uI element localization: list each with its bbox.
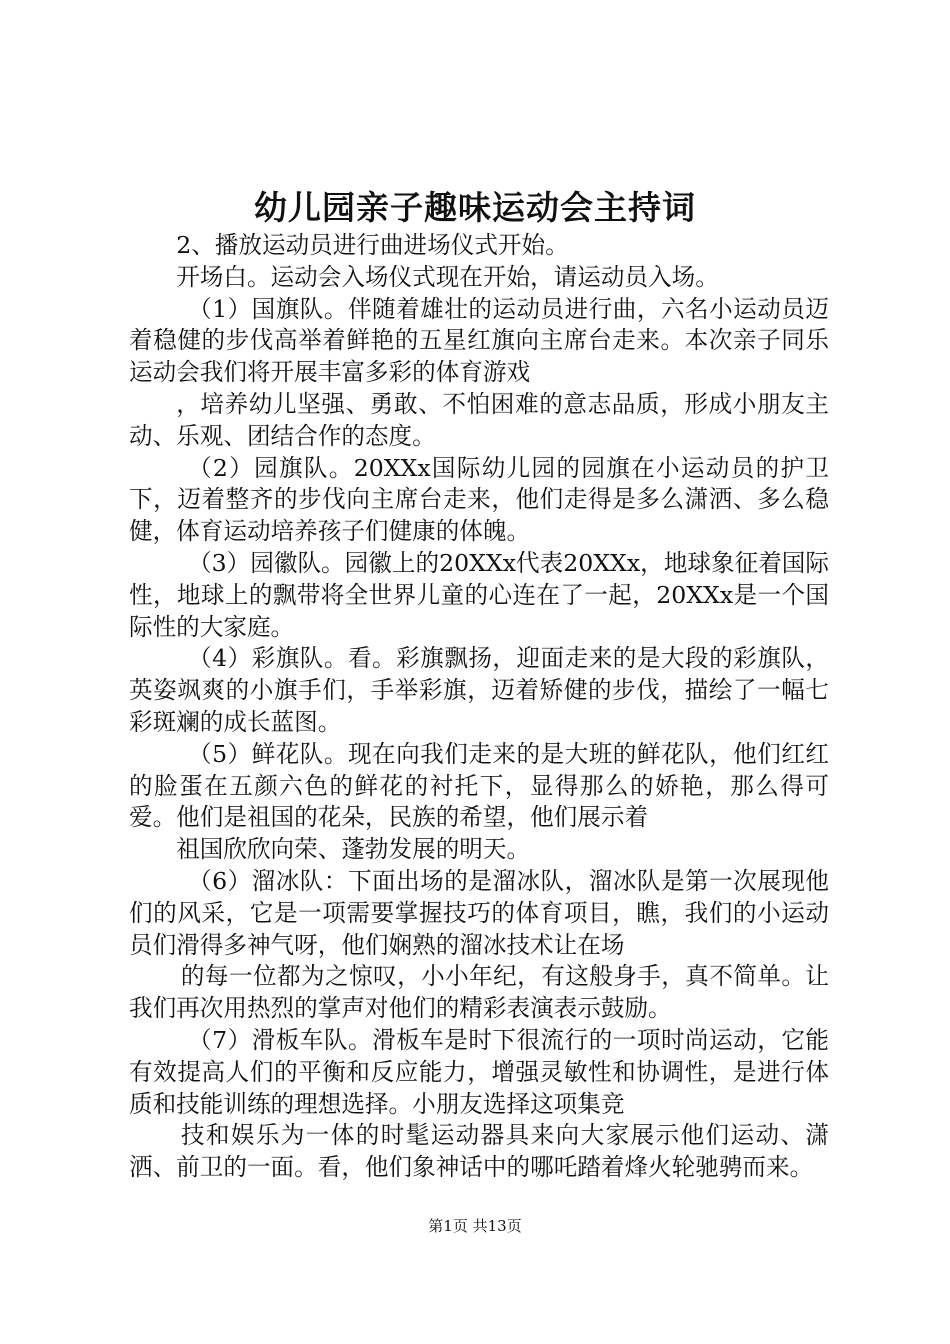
paragraph: （3）园徽队。园徽上的20XXx代表20XXx，地球象征着国际性，地球上的飘带将全世界儿童的心连在了一起，20XXx是一个国际性的大家庭。 — [129, 548, 829, 641]
paragraph: （1）国旗队。伴随着雄壮的运动员进行曲，六名小运动员迈着稳健的步伐高举着鲜艳的五星红旗向主席台走来。本次亲子同乐运动会我们将开展丰富多彩的体育游戏 — [129, 294, 829, 387]
paragraph: （6）溜冰队：下面出场的是溜冰队，溜冰队是第一次展现他们的风采，它是一项需要掌握技巧的体育项目，瞧，我们的小运动员们滑得多神气呀，他们娴熟的溜冰技术让在场 — [129, 866, 829, 959]
paragraph: ，培养幼儿坚强、勇敢、不怕困难的意志品质，形成小朋友主动、乐观、团结合作的态度。 — [129, 389, 829, 450]
paragraph: 开场白。运动会入场仪式现在开始，请运动员入场。 — [176, 262, 719, 291]
paragraph: （5）鲜花队。现在向我们走来的是大班的鲜花队，他们红红的脸蛋在五颜六色的鲜花的衬托下，显得那么的娇艳，那么得可爱。他们是祖国的花朵，民族的希望，他们展示着 — [129, 739, 829, 832]
paragraph: （2）园旗队。20XXx国际幼儿园的园旗在小运动员的护卫下，迈着整齐的步伐向主席台走来，他们走得是多么潇洒、多么稳健，体育运动培养孩子们健康的体魄。 — [129, 453, 829, 546]
paragraph: （7）滑板车队。滑板车是时下很流行的一项时尚运动，它能有效提高人们的平衡和反应能力，增强灵敏性和协调性，是进行体质和技能训练的理想选择。小朋友选择这项集竞 — [129, 1025, 829, 1118]
paragraph: 技和娱乐为一体的时髦运动器具来向大家展示他们运动、潇洒、前卫的一面。看，他们象神话中的哪吒踏着烽火轮驰骋而来。 — [129, 1121, 829, 1182]
document-title: 幼儿园亲子趣味运动会主持词 — [254, 188, 696, 227]
paragraph: 的每一位都为之惊叹，小小年纪，有这般身手，真不简单。让我们再次用热烈的掌声对他们的精彩表演表示鼓励。 — [129, 962, 829, 1023]
page-number: 第1页 共13页 — [428, 1217, 522, 1235]
paragraph: 祖国欣欣向荣、蓬勃发展的明天。 — [176, 835, 531, 864]
paragraph: （4）彩旗队。看。彩旗飘扬，迎面走来的是大段的彩旗队，英姿飒爽的小旗手们，手举彩旗，迈着矫健的步伐，描绘了一幅七彩斑斓的成长蓝图。 — [129, 644, 829, 736]
document-body — [129, 230, 829, 1184]
paragraph: 2、播放运动员进行曲进场仪式开始。 — [176, 231, 569, 259]
